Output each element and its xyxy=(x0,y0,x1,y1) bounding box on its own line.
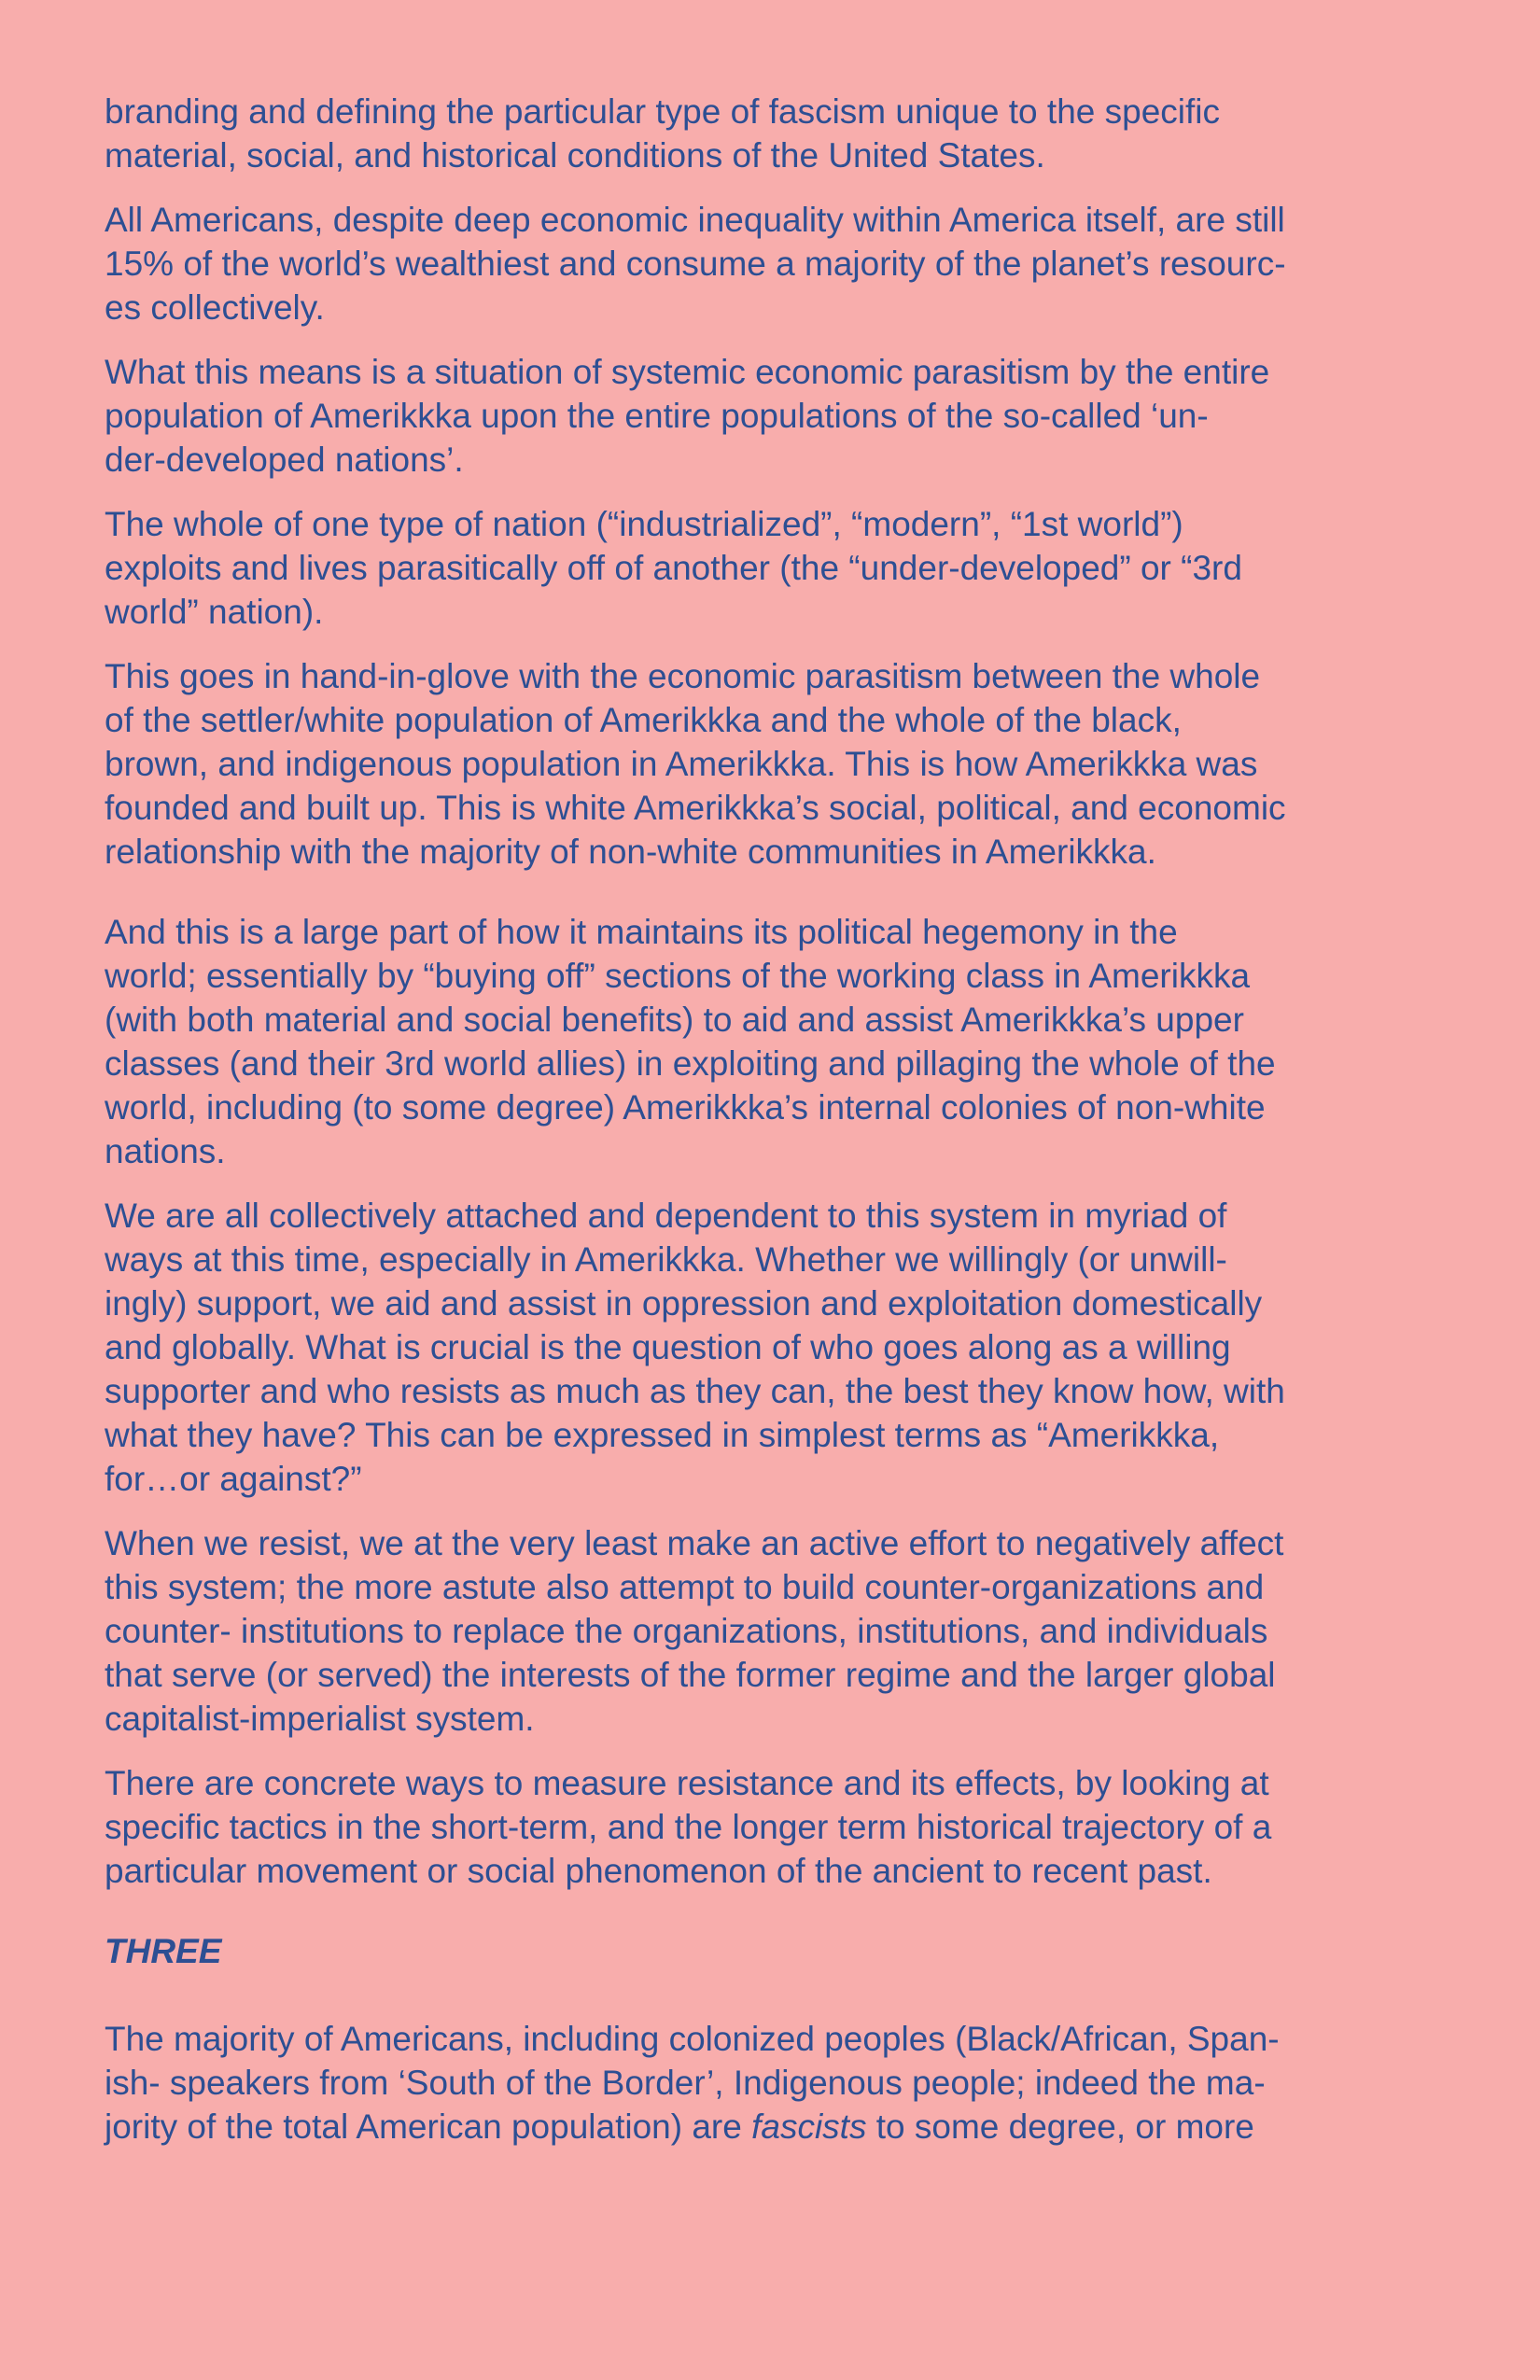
text-line: specific tactics in the short-term, and the longer term historical trajectory of a xyxy=(105,1808,1272,1846)
paragraph-10 xyxy=(105,2017,1439,2149)
section-heading-three: THREE xyxy=(105,1932,222,1970)
paragraph-8 xyxy=(105,1521,1439,1741)
text-line: branding and defining the particular type of fascism unique to the specific xyxy=(105,92,1221,131)
text-line: world, including (to some degree) Amerikkka’s internal colonies of non-white xyxy=(105,1088,1266,1127)
text-line: (with both material and social benefits) to aid and assist Amerikkka’s upper xyxy=(105,1001,1244,1039)
text-line: 15% of the world’s wealthiest and consume a majority of the planet’s resourc- xyxy=(105,245,1286,283)
text-line: ways at this time, especially in Amerikkka. Whether we willingly (or unwill- xyxy=(105,1240,1227,1279)
text-line: ish- speakers from ‘South of the Border’, Indigenous people; indeed the ma- xyxy=(105,2064,1266,2102)
text-line: population of Amerikkka upon the entire populations of the so-called ‘un- xyxy=(105,397,1209,435)
text-line: es collectively. xyxy=(105,288,325,327)
text-line: All Americans, despite deep economic inequality within America itself, are still xyxy=(105,201,1285,239)
text-line: particular movement or social phenomenon of the ancient to recent past. xyxy=(105,1852,1212,1890)
text-line: capitalist-imperialist system. xyxy=(105,1700,535,1738)
text-line: We are all collectively attached and dependent to this system in myriad of xyxy=(105,1197,1227,1235)
text-line: supporter and who resists as much as they can, the best they know how, with xyxy=(105,1372,1285,1410)
text-line: nations. xyxy=(105,1132,226,1170)
document-page xyxy=(105,90,1439,2149)
text-line: The whole of one type of nation (“industrialized”, “modern”, “1st world”) xyxy=(105,505,1183,543)
text-line: exploits and lives parasitically off of another (the “under-developed” or “3rd xyxy=(105,549,1242,587)
text-line: The majority of Americans, including colonized peoples (Black/African, Span- xyxy=(105,2020,1280,2058)
paragraph-1 xyxy=(105,90,1439,177)
text-line: for…or against?” xyxy=(105,1460,362,1498)
text-line: world; essentially by “buying off” sections of the working class in Amerikkka xyxy=(105,957,1251,995)
text-fragment: jority of the total American population) are xyxy=(105,2107,752,2146)
text-line: founded and built up. This is white Amerikkka’s social, political, and economic xyxy=(105,789,1286,827)
text-line xyxy=(105,2105,1439,2149)
text-line: counter- institutions to replace the organizations, institutions, and individuals xyxy=(105,1612,1268,1650)
paragraph-3 xyxy=(105,350,1439,482)
text-line: world” nation). xyxy=(105,593,324,631)
emphasis-fascists: fascists xyxy=(751,2107,867,2146)
text-line: classes (and their 3rd world allies) in exploiting and pillaging the whole of the xyxy=(105,1044,1276,1083)
text-line: brown, and indigenous population in Amerikkka. This is how Amerikkka was xyxy=(105,745,1258,783)
text-line: what they have? This can be expressed in simplest terms as “Amerikkka, xyxy=(105,1416,1220,1454)
text-line: This goes in hand-in-glove with the economic parasitism between the whole xyxy=(105,657,1261,695)
paragraph-7 xyxy=(105,1194,1439,1501)
text-line: that serve (or served) the interests of the former regime and the larger global xyxy=(105,1656,1276,1694)
text-line: And this is a large part of how it maintains its political hegemony in the xyxy=(105,913,1178,951)
text-line: and globally. What is crucial is the question of who goes along as a willing xyxy=(105,1328,1231,1366)
text-line: der-developed nations’. xyxy=(105,441,464,479)
text-line: What this means is a situation of systemic economic parasitism by the entire xyxy=(105,353,1270,391)
paragraph-4 xyxy=(105,502,1439,634)
text-line: There are concrete ways to measure resistance and its effects, by looking at xyxy=(105,1764,1269,1802)
paragraph-2 xyxy=(105,198,1439,329)
text-line: ingly) support, we aid and assist in oppression and exploitation domestically xyxy=(105,1284,1263,1323)
text-line: material, social, and historical conditions of the United States. xyxy=(105,136,1045,175)
text-line: When we resist, we at the very least make an active effort to negatively affect xyxy=(105,1524,1284,1562)
text-line: relationship with the majority of non-white communities in Amerikkka. xyxy=(105,833,1156,871)
paragraph-9 xyxy=(105,1761,1439,1893)
text-line: this system; the more astute also attempt to build counter-organizations and xyxy=(105,1568,1265,1606)
paragraph-6 xyxy=(105,910,1439,1173)
text-line: of the settler/white population of Amerikkka and the whole of the black, xyxy=(105,701,1182,739)
text-fragment: to some degree, or more xyxy=(866,2107,1254,2146)
paragraph-5 xyxy=(105,654,1439,874)
